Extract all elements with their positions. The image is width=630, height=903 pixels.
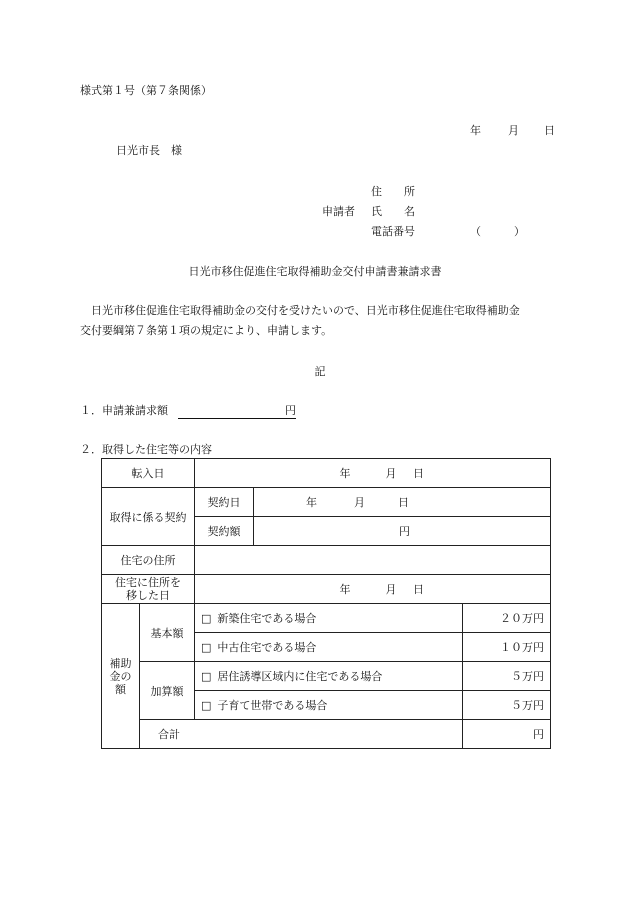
contract-date-label: 契約日 <box>195 488 254 517</box>
subsidy-label-line-3: 額 <box>115 682 126 696</box>
item-application-amount <box>80 402 296 419</box>
month-label: 月 <box>385 467 397 480</box>
item2-label: ２．取得した住宅等の内容 <box>80 443 212 456</box>
body-line-2: 交付要綱第７条第１項の規定により、申請します。 <box>80 324 333 337</box>
ki-mark: 記 <box>314 365 326 378</box>
day-label: 日 <box>398 496 409 509</box>
date-line <box>470 122 555 138</box>
moved-date-label <box>102 575 195 604</box>
year-label: 年 <box>306 496 317 509</box>
option-amount: ５万円 <box>463 662 551 691</box>
option-label: 居住誘導区域内に住宅である場合 <box>217 670 383 683</box>
basic-amount-label: 基本額 <box>140 604 195 662</box>
checkbox-icon[interactable]: □ <box>201 612 212 625</box>
document-title: 日光市移住促進住宅取得補助金交付申請書兼請求書 <box>188 265 442 278</box>
additional-amount-label: 加算額 <box>140 662 195 720</box>
date-year: 年 <box>470 124 481 137</box>
total-label: 合計 <box>140 720 463 749</box>
option-amount: ２０万円 <box>463 604 551 633</box>
option-label: 子育て世帯である場合 <box>217 699 328 712</box>
subsidy-label <box>102 604 140 749</box>
addressee: 日光市長 様 <box>116 144 182 157</box>
checkbox-icon[interactable]: □ <box>201 699 212 712</box>
body-line-1: 日光市移住促進住宅取得補助金の交付を受けたいので、日光市移住促進住宅取得補助金 <box>91 304 520 317</box>
day-label: 日 <box>413 583 425 596</box>
form-number: 様式第１号（第７条関係） <box>80 84 212 97</box>
house-address-label: 住宅の住所 <box>102 546 195 575</box>
phone-label: 電話番号 <box>371 225 415 238</box>
phone-parens: （ ） <box>470 225 525 238</box>
applicant-role: 申請者 <box>322 205 355 218</box>
contract-amount-label: 契約額 <box>195 517 254 546</box>
contract-label: 取得に係る契約 <box>102 488 195 546</box>
moved-date[interactable] <box>195 575 551 604</box>
date-month: 月 <box>508 124 519 137</box>
date-day: 日 <box>544 124 555 137</box>
option-child-rearing[interactable] <box>195 691 463 720</box>
name-label: 氏 名 <box>371 205 415 218</box>
amount-field[interactable] <box>178 402 296 419</box>
month-label: 月 <box>385 583 397 596</box>
contract-amount[interactable] <box>254 517 551 546</box>
yen-label: 円 <box>399 525 410 538</box>
year-label: 年 <box>339 467 351 480</box>
checkbox-icon[interactable]: □ <box>201 641 212 654</box>
day-label: 日 <box>413 467 425 480</box>
total-amount[interactable]: 円 <box>463 720 551 749</box>
body-text <box>80 301 550 341</box>
option-amount: ５万円 <box>463 691 551 720</box>
move-in-date[interactable] <box>195 459 551 488</box>
year-label: 年 <box>339 583 351 596</box>
moved-label-line-1: 住宅に住所を <box>115 576 181 589</box>
applicant-block <box>322 182 525 242</box>
option-amount: １０万円 <box>463 633 551 662</box>
address-label: 住 所 <box>371 185 415 198</box>
move-in-label: 転入日 <box>102 459 195 488</box>
contract-date[interactable] <box>254 488 551 517</box>
moved-label-line-2: 移した日 <box>126 589 170 602</box>
option-label: 中古住宅である場合 <box>217 641 317 654</box>
house-address[interactable] <box>195 546 551 575</box>
subsidy-label-line-1: 補助 <box>109 656 132 670</box>
option-used-house[interactable] <box>195 633 463 662</box>
option-label: 新築住宅である場合 <box>217 612 317 625</box>
option-new-house[interactable] <box>195 604 463 633</box>
amount-unit: 円 <box>285 404 296 417</box>
checkbox-icon[interactable]: □ <box>201 670 212 683</box>
month-label: 月 <box>354 496 365 509</box>
housing-detail-table <box>101 458 551 749</box>
item1-label: １．申請兼請求額 <box>80 404 168 417</box>
subsidy-label-line-2: 金の <box>109 669 132 683</box>
option-residence-zone[interactable] <box>195 662 463 691</box>
